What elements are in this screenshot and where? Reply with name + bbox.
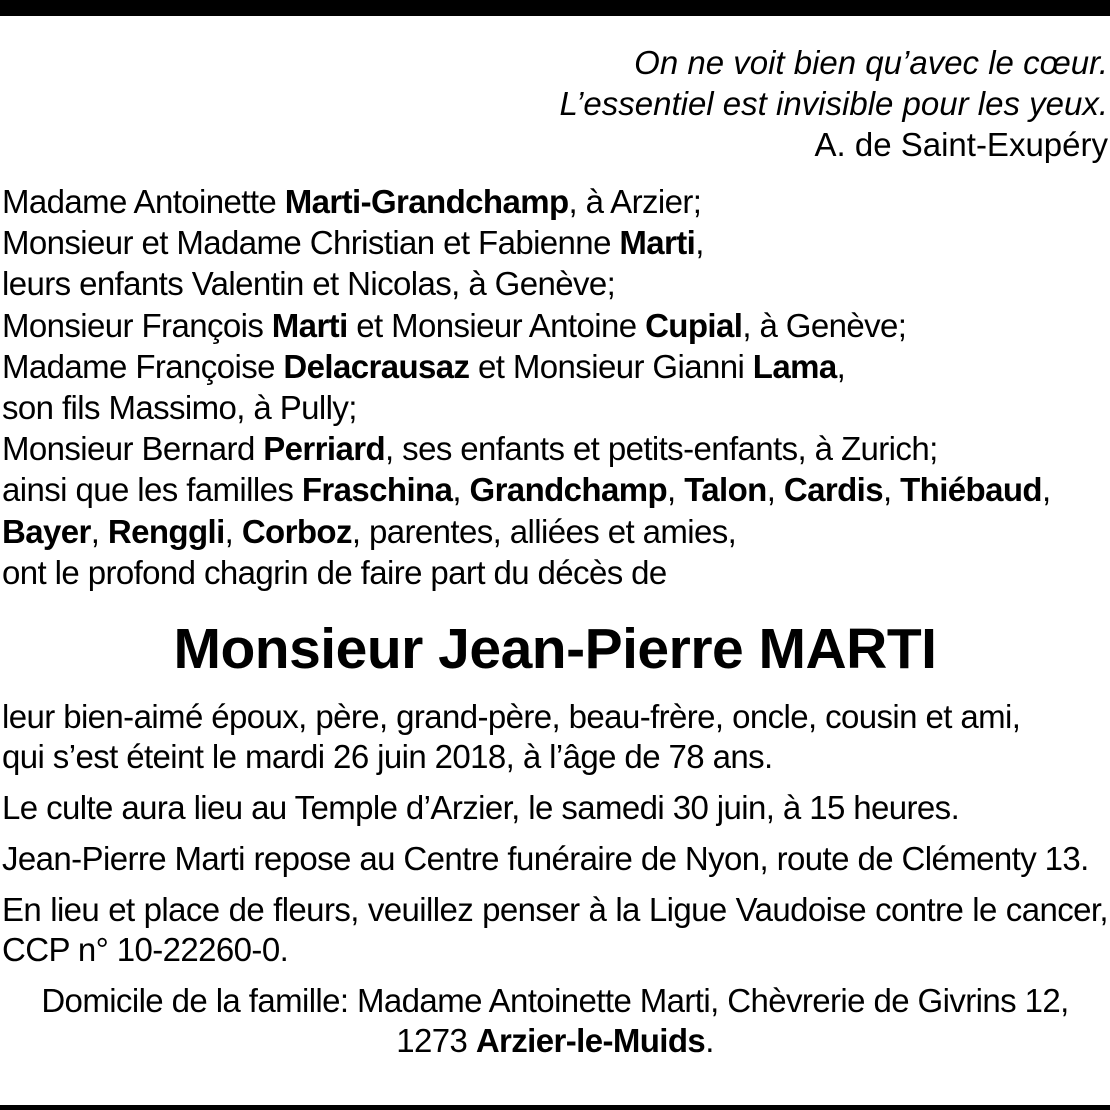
passing-paragraph	[2, 697, 1108, 777]
deceased-name-heading: Monsieur Jean-Pierre MARTI	[173, 617, 937, 681]
surname: Renggli	[107, 512, 225, 550]
text: ,	[695, 224, 704, 262]
text: 1273	[396, 1022, 476, 1059]
text: ,	[766, 471, 784, 509]
text: Domicile de la famille: Madame Antoinette Marti, Chèvrerie de Givrins 12,	[41, 982, 1069, 1019]
text: ,	[1042, 471, 1051, 509]
surname: Bayer	[2, 512, 91, 550]
rest-location-paragraph: Jean-Pierre Marti repose au Centre funéraire de Nyon, route de Clémenty 13.	[2, 840, 1089, 877]
family-line	[2, 346, 1108, 387]
text: ,	[882, 471, 901, 509]
text: ,	[224, 512, 242, 550]
quote-line-2: L’essentiel est invisible pour les yeux.	[559, 85, 1108, 122]
quote-author: A. de Saint-Exupéry	[814, 126, 1108, 163]
text: , ses enfants et petits-enfants, à Zurich;	[385, 430, 938, 468]
surname: Delacrausaz	[283, 347, 470, 385]
family-announcement	[2, 181, 1108, 593]
text: , parentes, alliées et amies,	[351, 512, 737, 550]
surname: Marti	[619, 224, 696, 262]
surname: Fraschina	[301, 471, 453, 509]
text: ,	[836, 347, 846, 385]
text: Madame Françoise	[2, 347, 284, 385]
service-paragraph: Le culte aura lieu au Temple d’Arzier, le samedi 30 juin, à 15 heures.	[2, 789, 960, 826]
text: ainsi que les familles	[2, 471, 302, 509]
text: et Monsieur Gianni	[469, 347, 753, 385]
text: ,	[452, 471, 470, 509]
family-line	[2, 305, 1108, 346]
announcement-body	[2, 697, 1108, 1061]
text: ,	[667, 471, 685, 509]
donation-paragraph: En lieu et place de fleurs, veuillez penser à la Ligue Vaudoise contre le cancer, CCP n° 10-22260-0.	[2, 891, 1108, 968]
text: leur bien-aimé époux, père, grand-père, beau-frère, oncle, cousin et ami,	[2, 698, 1021, 735]
text: Monsieur Bernard	[2, 430, 264, 468]
surname: Perriard	[263, 430, 386, 468]
surname: Talon	[684, 471, 767, 509]
text: .	[705, 1022, 714, 1059]
text: ,	[90, 512, 108, 550]
text: et Monsieur Antoine	[347, 306, 646, 344]
family-line	[2, 469, 1108, 510]
surname: Corboz	[241, 512, 352, 550]
text: Monsieur et Madame Christian et Fabienne	[2, 224, 620, 262]
city-name: Arzier-le-Muids	[475, 1022, 706, 1059]
surname: Thiébaud	[900, 471, 1042, 509]
surname: Cupial	[645, 306, 743, 344]
surname: Marti	[271, 306, 348, 344]
family-line: ont le profond chagrin de faire part du décès de	[2, 553, 667, 591]
text: Monsieur François	[2, 306, 272, 344]
surname: Marti-Grandchamp	[284, 183, 569, 220]
top-border-rule	[0, 0, 1110, 16]
text: , à Arzier;	[568, 183, 702, 220]
family-line: leurs enfants Valentin et Nicolas, à Genève;	[2, 265, 616, 303]
family-line	[2, 222, 1108, 263]
text: , à Genève;	[742, 306, 907, 344]
family-line	[2, 181, 1108, 222]
surname: Lama	[752, 347, 837, 385]
surname: Grandchamp	[469, 471, 668, 509]
epigraph-quote	[560, 42, 1108, 165]
surname: Cardis	[783, 471, 883, 509]
text: qui s’est éteint le mardi 26 juin 2018, à l’âge de 78 ans.	[2, 738, 773, 775]
text: Madame Antoinette	[2, 183, 285, 220]
family-line: son fils Massimo, à Pully;	[2, 389, 357, 427]
family-line	[2, 511, 1108, 552]
family-address-paragraph	[2, 981, 1108, 1061]
bottom-border-rule	[0, 1105, 1110, 1110]
quote-line-1: On ne voit bien qu’avec le cœur.	[634, 44, 1108, 81]
family-line	[2, 428, 1108, 469]
